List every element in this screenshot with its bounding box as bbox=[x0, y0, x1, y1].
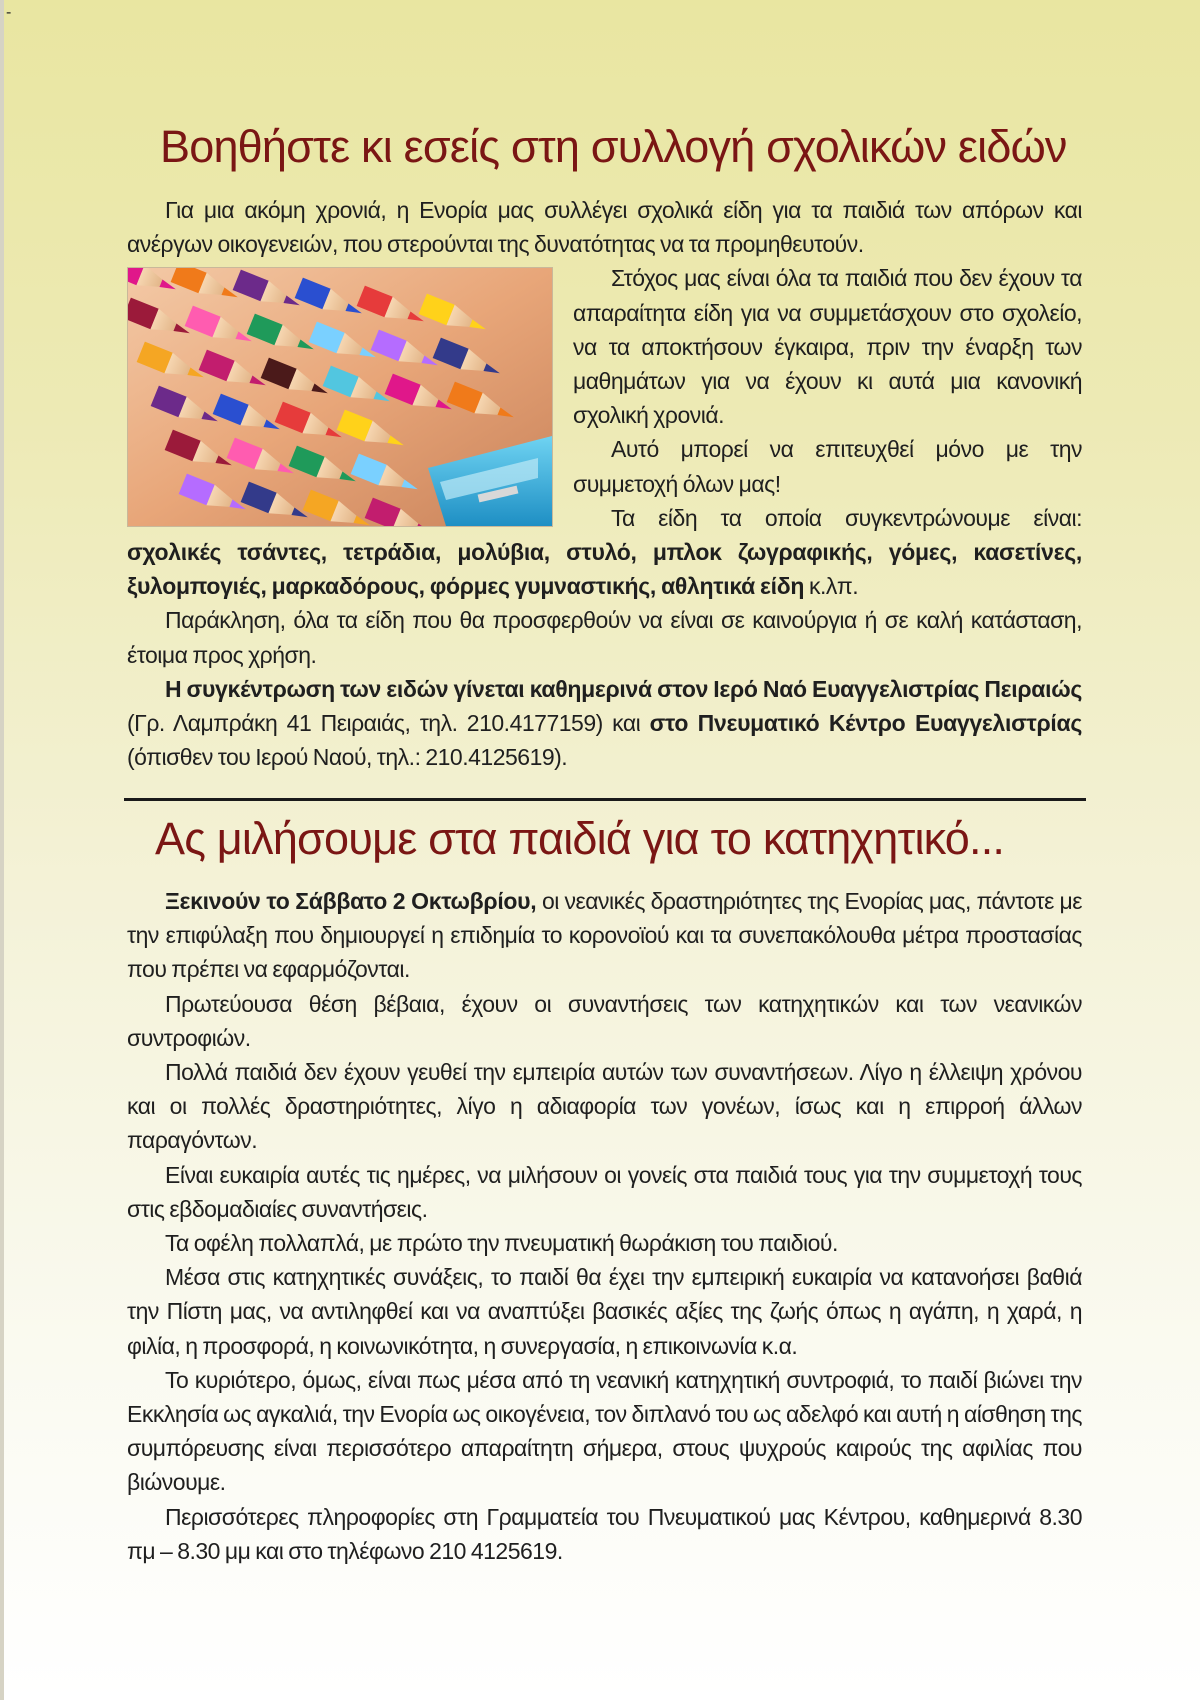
items-intro: Τα είδη τα οποία συγκεντρώνουμε είναι: bbox=[611, 504, 1082, 531]
article2-paragraph-2: Πρωτεύουσα θέση βέβαια, έχουν οι συναντήσεις των κατηχητικών και των νεανικών συντροφιών. bbox=[127, 990, 1082, 1051]
article1-paragraph-1: Για μια ακόμη χρονιά, η Ενορία μας συλλέγει σχολικά είδη για τα παιδιά των απόρων και ανέργων οικογενειών, που στερούνται της δυνατότητας να τα προμηθευτούν. bbox=[127, 197, 1082, 258]
article2-paragraph-5: Τα οφέλη πολλαπλά, με πρώτο την πνευματική θωράκιση του παιδιού. bbox=[165, 1230, 838, 1257]
items-list: σχολικές τσάντες, τετράδια, μολύβια, στυλό, μπλοκ ζωγραφικής, γόμες, κασετίνες, ξυλομπογιές, μαρκαδόρους, φόρμες γυμναστικής, αθλητικά είδη bbox=[127, 539, 1082, 600]
start-date-bold: Ξεκινούν το Σάββατο 2 Οκτωβρίου, bbox=[165, 888, 537, 914]
article2-body bbox=[127, 884, 1082, 1568]
start-date-text: οι νεανικές δραστηριότητες της Ενορίας μας, πάντοτε με την επιφύλαξη που δημιουργεί η επιδημία το κορονοϊού και τα συνεπακόλουθα μέτρα προστασίας που πρέπει να εφαρμόζονται. bbox=[127, 888, 1082, 983]
colored-pencils-photo bbox=[127, 267, 553, 527]
page-edge-strip bbox=[0, 0, 4, 1700]
article2-paragraph-6: Μέσα στις κατηχητικές συνάξεις, το παιδί θα έχει την εμπειρική ευκαιρία να κατανοήσει βαθιά την Πίστη μας, να αντιληφθεί και να αναπτύξει βασικές αξίες της ζωής όπως η αγάπη, η χαρά, η φιλία, η προσφορά, η κοινωνικότητα, η συνεργασία, η επικοινωνία κ.α. bbox=[127, 1264, 1082, 1359]
article2-paragraph-7: Το κυριότερο, όμως, είναι πως μέσα από τη νεανική κατηχητική συντροφιά, το παιδί βιώνει την Εκκλησία ως αγκαλιά, την Ενορία ως οικογένεια, τον διπλανό του ως αδελφό και αυτή η αίσθηση της συμπόρευσης είναι περισσότερο απαραίτητη σήμερα, στους ψυχρούς καιρούς της αφιλίας που βιώνουμε. bbox=[127, 1366, 1082, 1496]
section-divider bbox=[124, 798, 1086, 801]
location-text-1: (Γρ. Λαμπράκη 41 Πειραιάς, τηλ. 210.4177159) και bbox=[127, 710, 650, 737]
article1-paragraph-request: Παράκληση, όλα τα είδη που θα προσφερθούν να είναι σε καινούργια ή σε καλή κατάσταση, έτοιμα προς χρήση. bbox=[127, 607, 1082, 668]
article2-paragraph-4: Είναι ευκαιρία αυτές τις ημέρες, να μιλήσουν οι γονείς στα παιδιά τους για την συμμετοχή τους στις εβδομαδιαίες συναντήσεις. bbox=[127, 1161, 1082, 1222]
location-bold-2: στο Πνευματικό Κέντρο Ευαγγελιστρίας bbox=[649, 710, 1083, 737]
article2-paragraph-3: Πολλά παιδιά δεν έχουν γευθεί την εμπειρία αυτών των συναντήσεων. Λίγο η έλλειψη χρόνου και οι πολλές δραστηριότητες, λίγο η αδιαφορία των γονέων, ίσως και η επιρροή άλλων παραγόντων. bbox=[127, 1059, 1082, 1154]
article2-paragraph-1 bbox=[127, 884, 1082, 987]
article1-body bbox=[127, 193, 1082, 774]
location-bold-1: Η συγκέντρωση των ειδών γίνεται καθημερινά στον Ιερό Ναό Ευαγγελιστρίας Πειραιώς bbox=[165, 675, 1082, 702]
article1-paragraph-3: Αυτό μπορεί να επιτευχθεί μόνο με την συμμετοχή όλων μας! bbox=[573, 436, 1082, 497]
location-text-2: (όπισθεν του Ιερού Ναού, τηλ.: 210.4125619). bbox=[127, 744, 568, 771]
article1-paragraph-2: Στόχος μας είναι όλα τα παιδιά που δεν έχουν τα απαραίτητα είδη για να συμμετάσχουν στο σχολείο, να τα αποκτήσουν έγκαιρα, πριν την έναρξη των μαθημάτων για να έχουν κι αυτά μια κανονική σχολική χρονιά. bbox=[573, 265, 1082, 429]
article2-paragraph-8: Περισσότερες πληροφορίες στη Γραμματεία του Πνευματικού μας Κέντρου, καθημερινά 8.30 πμ – 8.30 μμ και στο τηλέφωνο 210 4125619. bbox=[127, 1503, 1082, 1564]
corner-mark: - bbox=[6, 4, 12, 21]
items-end: κ.λπ. bbox=[804, 573, 859, 600]
article1-paragraph-location bbox=[127, 672, 1082, 775]
article2-title: Ας μιλήσουμε στα παιδιά για το κατηχητικό... bbox=[155, 813, 1005, 864]
article1-title: Βοηθήστε κι εσείς στη συλλογή σχολικών ειδών bbox=[160, 121, 1067, 172]
